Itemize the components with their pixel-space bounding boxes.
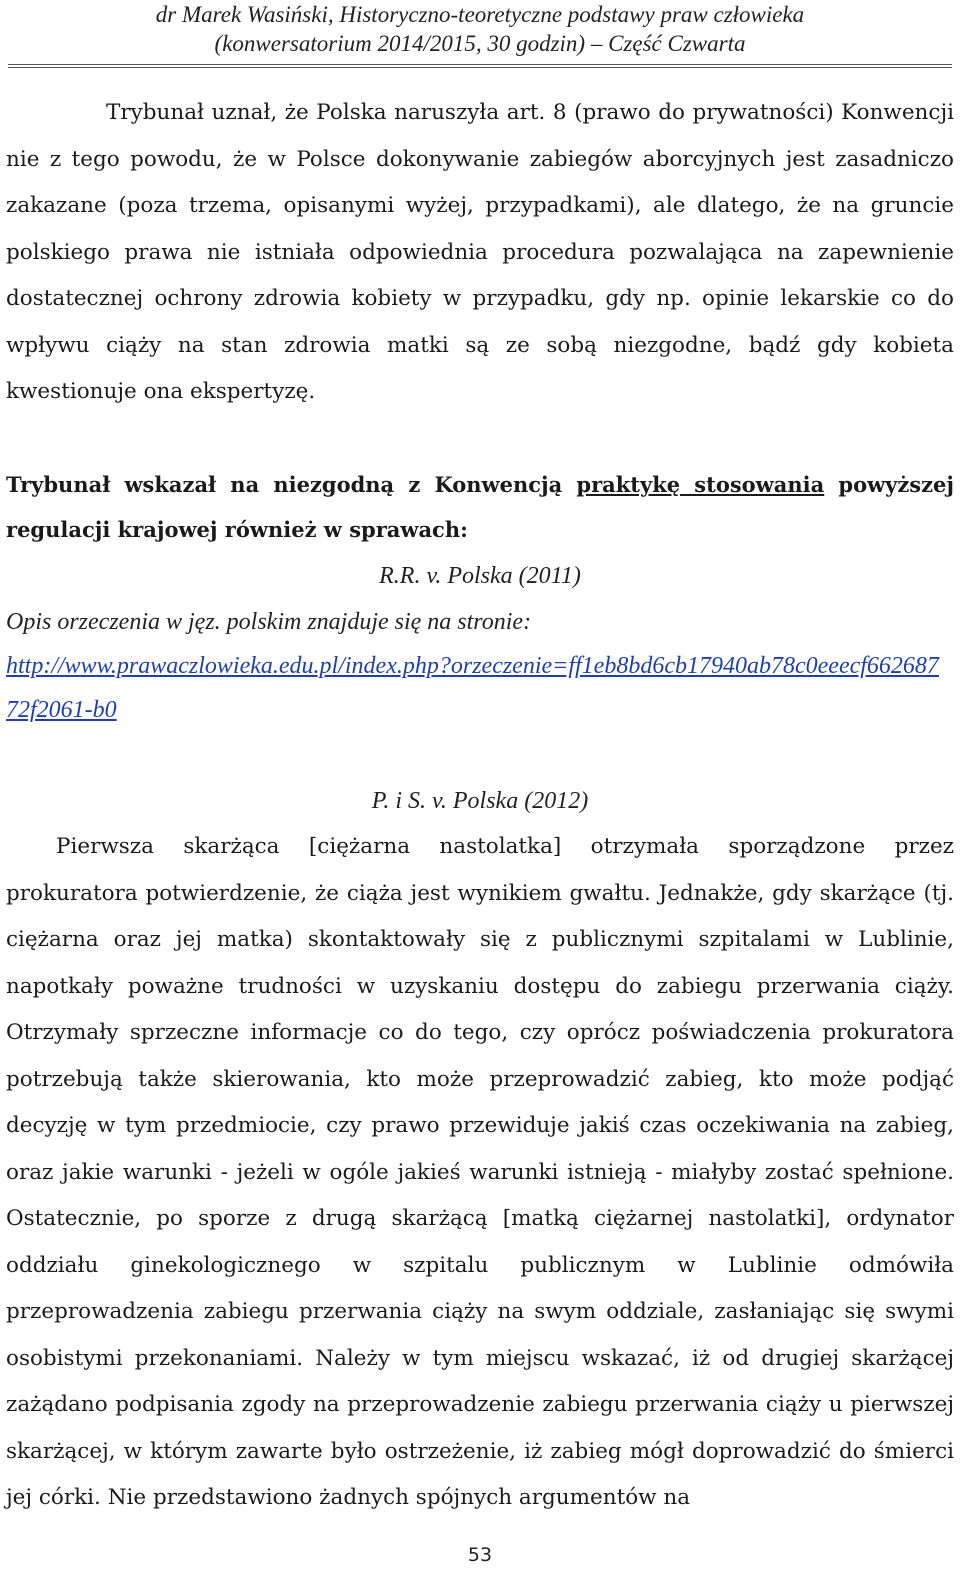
paragraph-practice [6,462,954,552]
paragraph-text: Trybunał uznał, że Polska naruszyła art. 8 (prawo do prywatności) Konwencji nie z tego powodu, że w Polsce dokonywanie zabiegów aborcyjnych jest zasadniczo zakazane (poza trzema, opisanymi wyżej, przypadkami), ale dlatego, że na gruncie polskiego prawa nie istniała odpowiednia procedura pozwalająca na zapewnienie dostatecznej ochrony zdrowia kobiety w przypadku, gdy np. opinie lekarskie co do wpływu ciąży na stan zdrowia matki są ze sobą niezgodne, bądź gdy kobieta kwestionuje ona ekspertyzę. [6,100,954,404]
paragraph-bold [6,462,954,552]
case-link[interactable]: http://www.prawaczlowieka.edu.pl/index.php?orzeczenie=ff1eb8bd6cb17940ab78c0eeecf66268772f2061-b0 [6,653,939,723]
header-rule [8,64,952,65]
bold-text-after: powyższej regulacji krajowej również w sprawach: [6,472,955,542]
case-note: Opis orzeczenia w jęz. polskim znajduje się na stronie: [6,609,532,635]
underlined-phrase: praktykę stosowania [576,472,825,497]
case-title-rr: R.R. v. Polska (2011) [379,563,581,589]
paragraph-ruling [6,90,954,416]
case-title-ps: P. i S. v. Polska (2012) [371,788,589,814]
page-number: 53 [467,1544,493,1566]
bold-text-before: Trybunał wskazał na niezgodną z Konwencją [6,472,577,497]
paragraph-case-description [6,824,954,1522]
header-subtitle: (konwersatorium 2014/2015, 30 godzin) – Część Czwarta [214,31,746,56]
header-rule-2 [8,67,952,68]
case-description-text: Pierwsza skarżąca [ciężarna nastolatka] otrzymała sporządzone przez prokuratora potwierdzenie, że ciąża jest wynikiem gwałtu. Jednakże, gdy skarżące (tj. ciężarna oraz jej matka) skontaktowały się z publicznymi szpitalami w Lublinie, napotkały poważne trudności w uzyskaniu dostępu do zabiegu przerwania ciąży. Otrzymały sprzeczne informacje co do tego, czy oprócz poświadczenia prokuratora potrzebują także skierowania, kto może przeprowadzić zabieg, kto może podjąć decyzję w tym przedmiocie, czy prawo przewiduje jakiś czas oczekiwania na zabieg, oraz jakie warunki - jeżeli w ogóle jakieś warunki istnieją - miałyby zostać spełnione. Ostatecznie, po sporze z drugą skarżącą [matką ciężarnej nastolatki], ordynator oddziału ginekologicznego w szpitalu publicznym w Lublinie odmówiła przeprowadzenia zabiegu przerwania ciąży na swym oddziale, zasłaniając się swymi osobistymi przekonaniami. Należy w tym miejscu wskazać, iż od drugiej skarżącej zażądano podpisania zgody na przeprowadzenie zabiegu przerwania ciąży u pierwszej skarżącej, w którym zawarte było ostrzeżenie, iż zabieg mógł doprowadzić do śmierci jej córki. Nie przedstawiono żadnych spójnych argumentów na [6,834,954,1510]
header-title: dr Marek Wasiński, Historyczno-teoretyczne podstawy praw człowieka [155,2,805,27]
